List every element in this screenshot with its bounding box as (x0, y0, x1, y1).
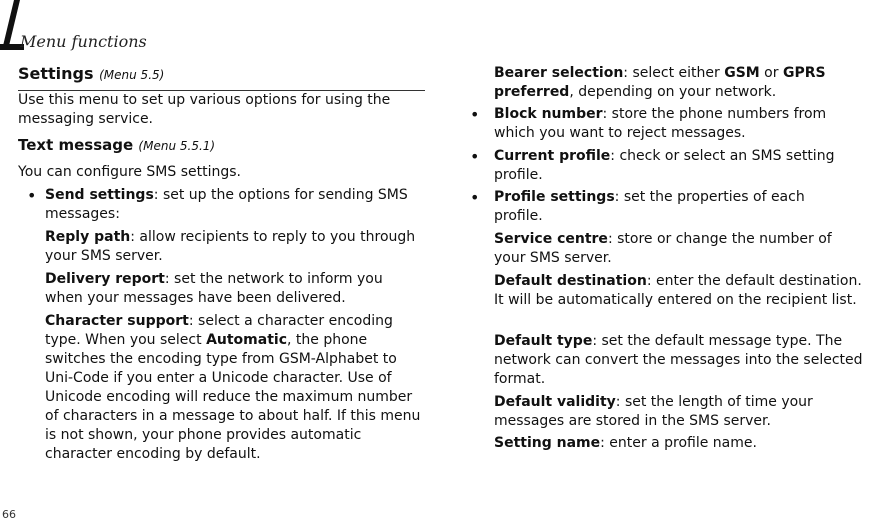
sub-item-character-support (45, 312, 427, 464)
option-gsm: GSM (724, 65, 760, 81)
bullet-marker: • (470, 105, 480, 124)
running-header: Menu functions (20, 32, 147, 51)
sub-item-delivery-report (45, 270, 420, 308)
term: Profile settings (494, 189, 615, 205)
sub-item-default-destination (494, 272, 869, 310)
bullet-marker: • (27, 186, 37, 205)
description-mid: or (759, 65, 783, 81)
subsection-title-text: Text message (18, 136, 134, 154)
term: Bearer selection (494, 65, 624, 81)
section-menu-ref: (Menu 5.5) (99, 68, 165, 82)
subsection-menu-ref: (Menu 5.5.1) (138, 139, 216, 153)
bullet-marker: • (470, 147, 480, 166)
description: : set the default message type. The network can convert the messages into the selected format. (494, 333, 863, 387)
list-item-current-profile (494, 147, 864, 185)
bullet-marker: • (470, 188, 480, 207)
list-item-send-settings (45, 186, 420, 224)
description: : select either (623, 65, 725, 81)
sub-item-bearer-selection (494, 64, 864, 102)
option-automatic: Automatic (206, 332, 287, 348)
description: : check or select an SMS setting profile. (494, 148, 835, 183)
list-item-profile-settings (494, 188, 839, 226)
term: Default destination (494, 273, 647, 289)
sub-item-default-validity (494, 393, 854, 431)
term: Service centre (494, 231, 608, 247)
term: Send settings (45, 187, 154, 203)
description: : store the phone numbers from which you want to reject messages. (494, 106, 827, 141)
sub-item-reply-path (45, 228, 420, 266)
option-gprs-preferred: GPRS preferred (494, 65, 826, 100)
term: Delivery report (45, 271, 165, 287)
description: : enter the default destination. It will be automatically entered on the recipient list. (494, 273, 862, 308)
description: : store or change the number of your SMS server. (494, 231, 832, 266)
description: : set the length of time your messages are stored in the SMS server. (494, 394, 813, 429)
term: Reply path (45, 229, 131, 245)
description: : set the network to inform you when your messages have been delivered. (45, 271, 383, 306)
page-number: 66 (2, 508, 16, 521)
term: Block number (494, 106, 603, 122)
sub-item-setting-name (494, 434, 864, 453)
sub-item-service-centre (494, 230, 864, 268)
description-cont: , depending on your network. (569, 84, 777, 100)
section-title-text: Settings (18, 64, 94, 83)
description: : set up the options for sending SMS messages: (45, 187, 408, 222)
section-intro: Use this menu to set up various options for using the messaging service. (18, 92, 391, 127)
section-title (18, 64, 425, 91)
description: : set the properties of each profile. (494, 189, 805, 224)
term: Default type (494, 333, 593, 349)
description: : allow recipients to reply to you through your SMS server. (45, 229, 416, 264)
subsection-title (18, 136, 215, 156)
term: Character support (45, 313, 189, 329)
term: Default validity (494, 394, 616, 410)
description-cont: , the phone switches the encoding type from GSM-Alphabet to Uni-Code if you enter a Unicode character. Use of Unicode encoding will reduce the maximum number of characters in a message to about half. If this menu is not shown, your phone provides automatic character encoding by default. (45, 332, 421, 462)
list-item-block-number (494, 105, 864, 143)
term: Setting name (494, 435, 601, 451)
description: : enter a profile name. (600, 435, 757, 451)
term: Current profile (494, 148, 611, 164)
sub-item-default-type (494, 332, 866, 389)
subsection-intro: You can configure SMS settings. (18, 164, 241, 180)
description: : select a character encoding type. When you select (45, 313, 393, 348)
